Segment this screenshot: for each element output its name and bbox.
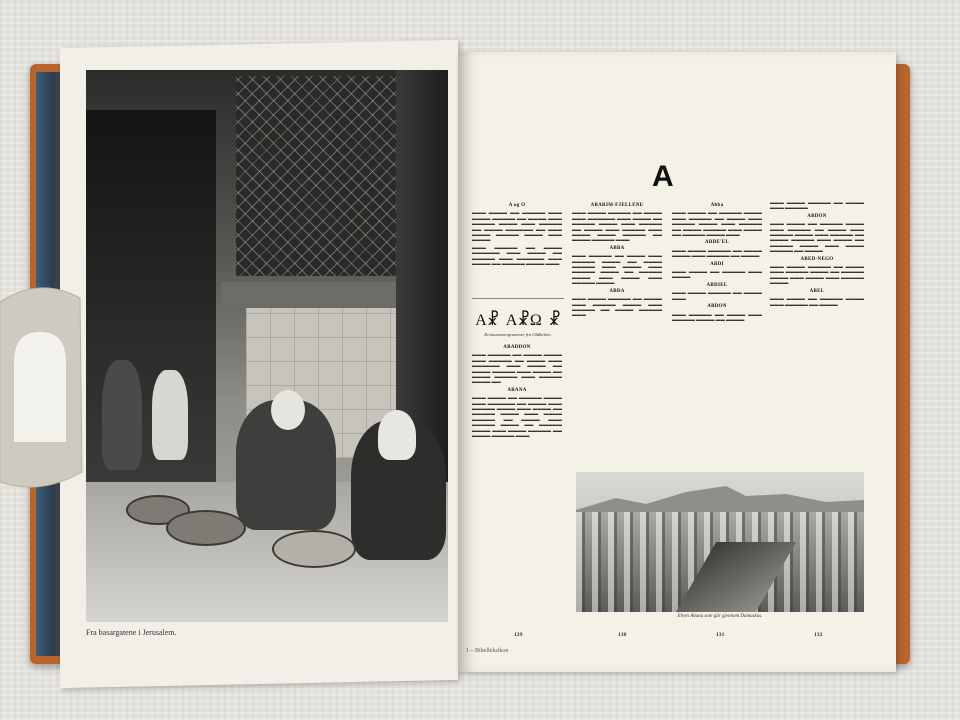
monogram-caption: Kristusmonogrammer fra Oldkirken.	[484, 332, 552, 337]
photo-basket	[272, 530, 356, 568]
photo-basket	[166, 510, 246, 546]
page-number: 132	[814, 632, 823, 638]
entry-heading: Abba	[710, 203, 724, 208]
text-column-2: ABARIM-FJELLENE ▬▬▬ ▬▬▬▬ ▬▬▬▬▬ ▬▬ ▬▬▬▬ ▬▬▬ ▬▬▬▬▬▬ ▬▬▬ ▬▬▬▬ ▬▬ ▬▬▬▬▬ ▬▬▬▬ ▬▬▬ ▬▬▬▬▬ ▬▬ ▬▬▬▬ ▬▬▬ ▬▬▬▬▬ ▬▬▬ ▬▬▬▬ ▬▬▬▬ ▬▬▬▬▬ ▬▬ ▬▬▬▬ ▬▬▬▬▬ ▬▬▬ ABBA ▬▬▬ ▬▬▬▬▬ ▬▬ ▬▬▬▬ ▬▬▬ ▬▬▬▬▬ ▬▬▬▬ ▬▬ ▬▬▬▬ ▬▬▬▬▬ ▬▬▬ ▬▬▬▬ ▬▬▬ ▬▬▬▬▬ ▬▬▬▬ ▬▬ ▬▬▬▬▬ ▬▬▬▬ ▬▬▬ ▬▬▬▬ ▬▬▬ ▬▬▬▬▬ ▬▬▬▬ ABDA ▬▬▬ ▬▬▬▬ ▬▬▬▬▬ ▬▬ ▬▬▬▬ ▬▬▬ ▬▬▬▬▬ ▬▬▬▬ ▬▬▬ ▬▬▬▬▬ ▬▬ ▬▬▬▬ ▬▬▬▬▬ ▬▬▬	[572, 203, 662, 318]
entry-heading: ABDON	[707, 304, 727, 310]
photo-child-figure	[152, 370, 188, 460]
page-number: 129	[514, 632, 523, 638]
right-photo-caption: Elven Abana som går gjennom Damaskus.	[677, 614, 763, 619]
entry-heading: ABBA	[609, 245, 625, 251]
photo-headscarf	[271, 390, 305, 430]
entry-heading: ABDIEL	[706, 282, 728, 288]
text-column-3: Abba ▬▬▬ ▬▬▬▬ ▬▬ ▬▬▬▬▬ ▬▬▬▬ ▬▬▬ ▬▬▬▬▬ ▬▬ ▬▬▬▬ ▬▬▬ ▬▬▬▬▬ ▬▬▬▬ ▬▬▬ ▬▬▬▬▬ ▬▬ ▬▬▬▬ ▬▬▬▬▬ ▬▬▬ ▬▬▬▬ ▬▬ ▬▬▬▬▬ ▬▬▬▬ ▬▬▬ ABDE'EL ▬▬▬ ▬▬▬▬ ▬▬▬▬▬ ▬▬ ▬▬▬▬ ▬▬▬▬ ▬▬▬ ▬▬▬▬▬ ▬▬ ▬▬▬▬ ABDI ▬▬▬ ▬▬▬▬ ▬▬ ▬▬▬▬▬ ▬▬▬ ▬▬▬▬ ABDIEL ▬▬▬ ▬▬▬▬ ▬▬▬▬▬ ▬▬ ▬▬▬▬ ▬▬▬ ABDON ▬▬▬ ▬▬▬▬▬ ▬▬ ▬▬▬▬ ▬▬▬ ▬▬▬▬▬ ▬▬▬▬ ▬▬ ▬▬▬▬	[672, 203, 762, 322]
monogram-chi-rho-icon: ☧	[548, 312, 561, 329]
text-column-4: ▬▬▬ ▬▬▬▬ ▬▬▬▬▬ ▬▬ ▬▬▬▬ ▬▬▬ ▬▬▬▬▬ ABDON ▬▬▬ ▬▬▬▬ ▬▬ ▬▬▬▬▬ ▬▬▬▬ ▬▬▬ ▬▬▬▬▬ ▬▬ ▬▬▬▬ ▬▬▬ ▬▬▬▬▬ ▬▬▬▬ ▬▬▬ ▬▬▬▬▬ ▬▬ ▬▬▬▬ ▬▬▬▬▬ ▬▬▬ ▬▬▬▬ ▬▬ ▬▬▬▬▬ ▬▬▬▬ ▬▬▬ ▬▬▬▬ ▬▬▬▬▬ ▬▬ ▬▬▬▬ ABED-NEGO ▬▬▬ ▬▬▬▬ ▬▬▬▬▬ ▬▬ ▬▬▬▬ ▬▬▬ ▬▬▬▬▬ ▬▬▬▬ ▬▬ ▬▬▬▬▬ ▬▬▬▬ ▬▬▬ ▬▬▬▬ ▬▬▬ ▬▬▬▬▬ ▬▬▬▬ ABEL ▬▬▬ ▬▬▬▬ ▬▬ ▬▬▬▬▬ ▬▬▬▬ ▬▬▬ ▬▬▬▬▬ ▬▬ ▬▬▬▬	[770, 200, 864, 307]
entry-heading: ABADDON	[503, 345, 531, 350]
damascus-photograph	[576, 472, 864, 612]
entry-heading: ABED-NEGO	[800, 256, 834, 262]
photo-ledge	[221, 282, 421, 308]
text-column-1: A og O ▬▬▬ ▬▬▬▬ ▬▬ ▬▬▬▬▬ ▬▬▬ ▬▬▬▬ ▬▬▬▬▬ ▬▬ ▬▬▬▬ ▬▬▬ ▬▬▬▬▬ ▬▬▬▬ ▬▬▬ ▬▬▬▬▬ ▬▬ ▬▬▬▬ ▬▬▬▬▬▬ ▬▬ ▬▬▬ ▬▬▬▬ ▬▬▬▬▬ ▬▬▬▬ ▬▬▬ ▬▬▬▬ ▬▬▬ ▬▬▬▬▬ ▬▬ ▬▬▬▬ ▬▬▬▬▬▬ ▬▬▬ ▬▬▬▬ ▬▬ ▬▬▬▬▬ ▬▬▬ ▬▬▬▬▬▬ ▬▬▬ ▬▬▬▬ ▬▬ ▬▬▬▬▬ ▬▬▬▬ ▬▬▬	[472, 203, 562, 267]
photo-child-figure	[102, 360, 142, 470]
section-letter: A	[652, 160, 674, 193]
entry-heading: ABDE'EL	[704, 240, 730, 246]
monogram-chi-rho-icon: Α☧Ω	[505, 312, 542, 329]
left-photo-caption: Fra basargatene i Jerusalem.	[86, 628, 177, 637]
entry-heading: A og O	[508, 203, 526, 208]
page-number: 131	[716, 632, 725, 638]
page-number: 130	[618, 632, 627, 638]
monogram-alpha-omega-icon: Α☧	[475, 312, 500, 329]
bazaar-photograph	[86, 70, 448, 622]
entry-heading: ABEL	[809, 288, 825, 294]
bookmark-clip	[0, 282, 84, 504]
christ-monograms	[472, 310, 564, 330]
entry-heading: ABDA	[609, 288, 625, 294]
entry-heading: ABARIM-FJELLENE	[590, 203, 644, 208]
photo-headscarf	[378, 410, 416, 460]
entry-heading: ABANA	[507, 387, 527, 393]
divider-line	[472, 298, 564, 299]
photo-grate	[236, 76, 396, 276]
entry-heading: ABDON	[807, 213, 827, 219]
page-footer-note: 1 – Bibelleksikon	[466, 648, 509, 654]
entry-heading: ABDI	[710, 261, 724, 267]
text-column-1-lower: ABADDON ▬▬▬ ▬▬▬▬▬ ▬▬ ▬▬▬▬ ▬▬▬▬ ▬▬▬ ▬▬▬▬▬ ▬▬ ▬▬▬▬ ▬▬▬ ▬▬▬▬▬▬ ▬▬▬ ▬▬▬▬ ▬▬ ▬▬▬▬ ▬▬▬▬▬ ▬▬▬ ▬▬▬▬ ▬▬ ▬▬▬▬ ▬▬▬▬▬ ▬▬▬ ▬▬▬▬▬ ▬▬▬▬ ▬▬ ABANA ▬▬▬ ▬▬▬▬ ▬▬ ▬▬▬▬▬ ▬▬▬▬ ▬▬▬ ▬▬▬▬▬▬ ▬▬ ▬▬▬▬ ▬▬▬ ▬▬▬▬▬ ▬▬▬▬ ▬▬▬ ▬▬▬▬ ▬▬ ▬▬▬▬▬ ▬▬▬▬ ▬▬▬ ▬▬▬▬ ▬▬▬▬▬ ▬▬ ▬▬▬▬ ▬▬▬ ▬▬▬▬▬ ▬▬▬▬ ▬▬ ▬▬▬▬▬ ▬▬▬▬ ▬▬▬ ▬▬▬▬ ▬▬▬▬▬ ▬▬ ▬▬▬▬ ▬▬▬▬▬ ▬▬▬	[472, 345, 562, 439]
